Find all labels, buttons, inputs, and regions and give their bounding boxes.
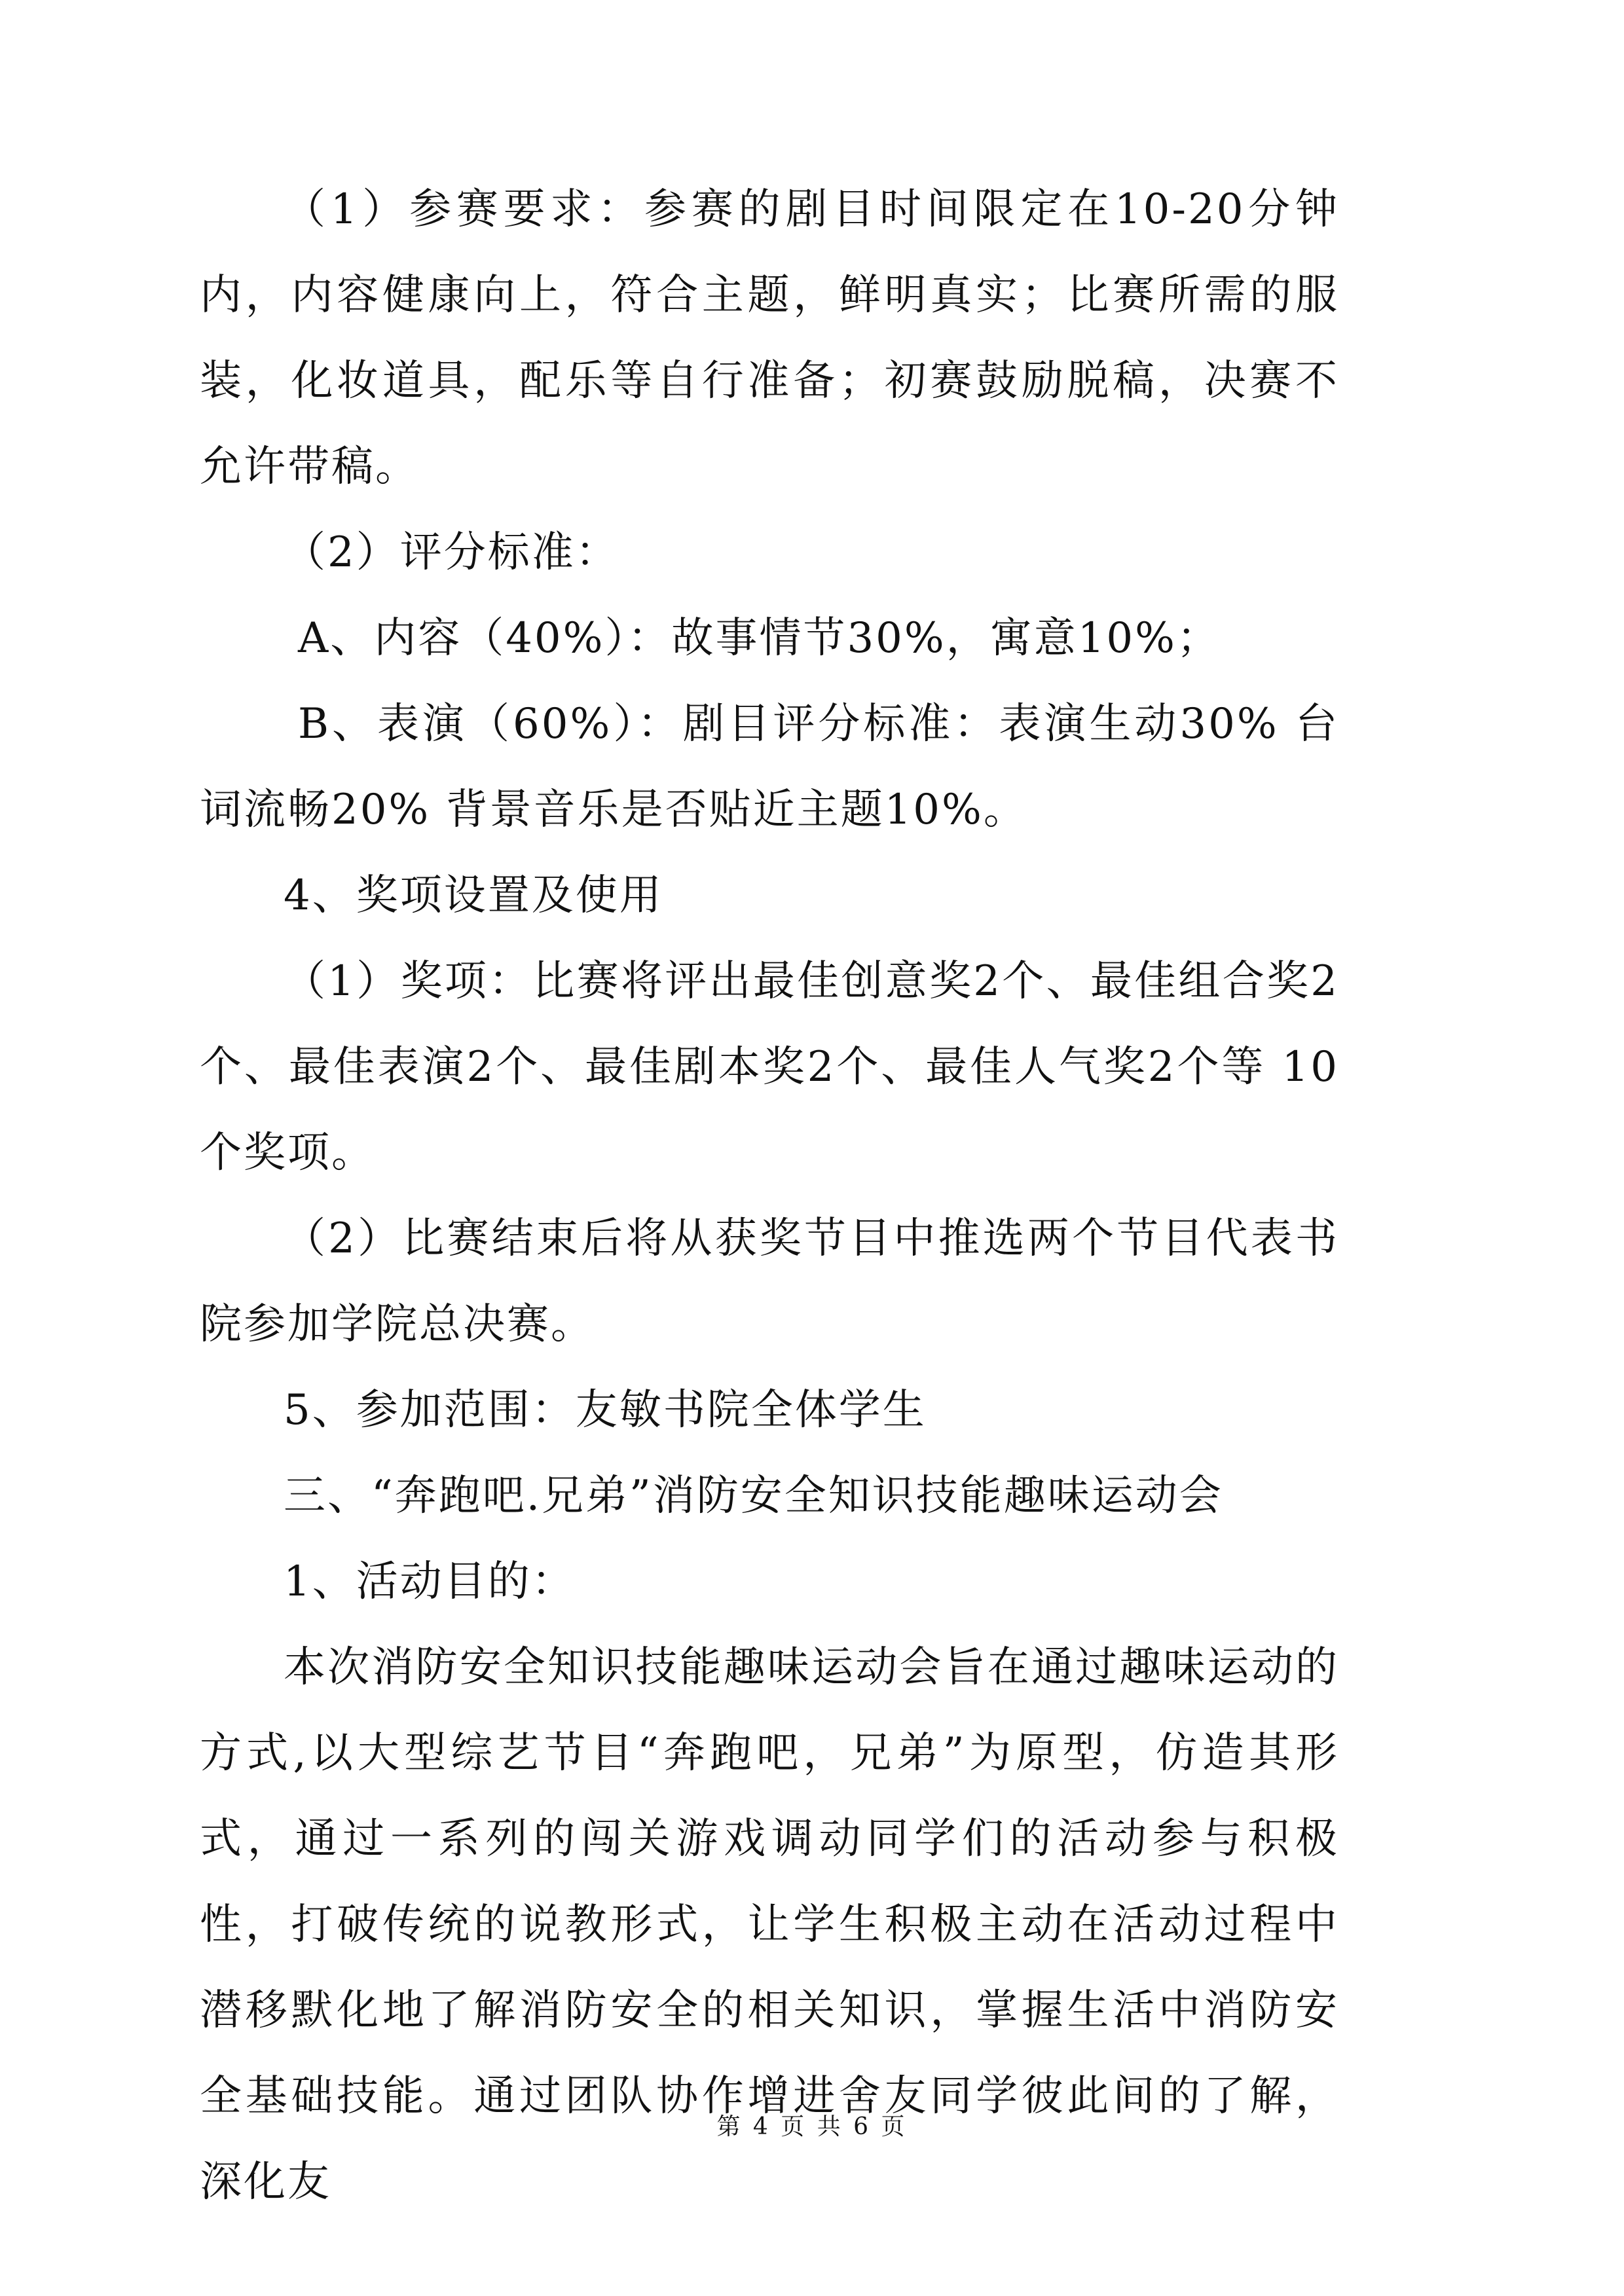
paragraph-scoring-criteria-heading: （2）评分标准： [284,528,619,577]
section-heading-activity-purpose: 1、活动目的： [284,1558,576,1606]
paragraph-activity-purpose: 本次消防安全知识技能趣味运动会旨在通过趣味运动的方式,以大型综艺节目“奔跑吧，兄弟”为原型，仿造其形式，通过一系列的闯关游戏调动同学们的活动参与积极性，打破传统的说教形式，让学生积极主动在活动过程中潜移默化地了解消防安全的相关知识，掌握生活中消防安全基础技能。通过团队协作增进舍友同学彼此间的了解，深化友 [200,1643,1339,2206]
paragraph-scoring-content: A、内容（40%）：故事情节30%，寓意10%； [298,614,1221,663]
section-heading-fire-safety-games: 三、“奔跑吧.兄弟”消防安全知识技能趣味运动会 [284,1472,1223,1520]
page-number-footer: 第 4 页 共 6 页 [716,2113,908,2140]
paragraph-scoring-performance: B、表演（60%）：剧目评分标准：表演生动30% 台词流畅20% 背景音乐是否贴近主题10%。 [200,700,1339,834]
section-heading-participation-scope: 5、参加范围：友敏书院全体学生 [284,1386,927,1434]
section-heading-awards: 4、奖项设置及使用 [284,871,663,920]
paragraph-entry-requirements: （1）参赛要求：参赛的剧目时间限定在10-20分钟内，内容健康向上，符合主题，鲜明真实；比赛所需的服装，化妆道具，配乐等自行准备；初赛鼓励脱稿，决赛不允许带稿。 [200,185,1339,491]
document-body [200,167,1339,2225]
paragraph-award-list: （1）奖项：比赛将评出最佳创意奖2个、最佳组合奖2个、最佳表演2个、最佳剧本奖2个、最佳人气奖2个等 10个奖项。 [200,957,1339,1177]
paragraph-finals-selection: （2）比赛结束后将从获奖节目中推选两个节目代表书院参加学院总决赛。 [200,1214,1339,1349]
